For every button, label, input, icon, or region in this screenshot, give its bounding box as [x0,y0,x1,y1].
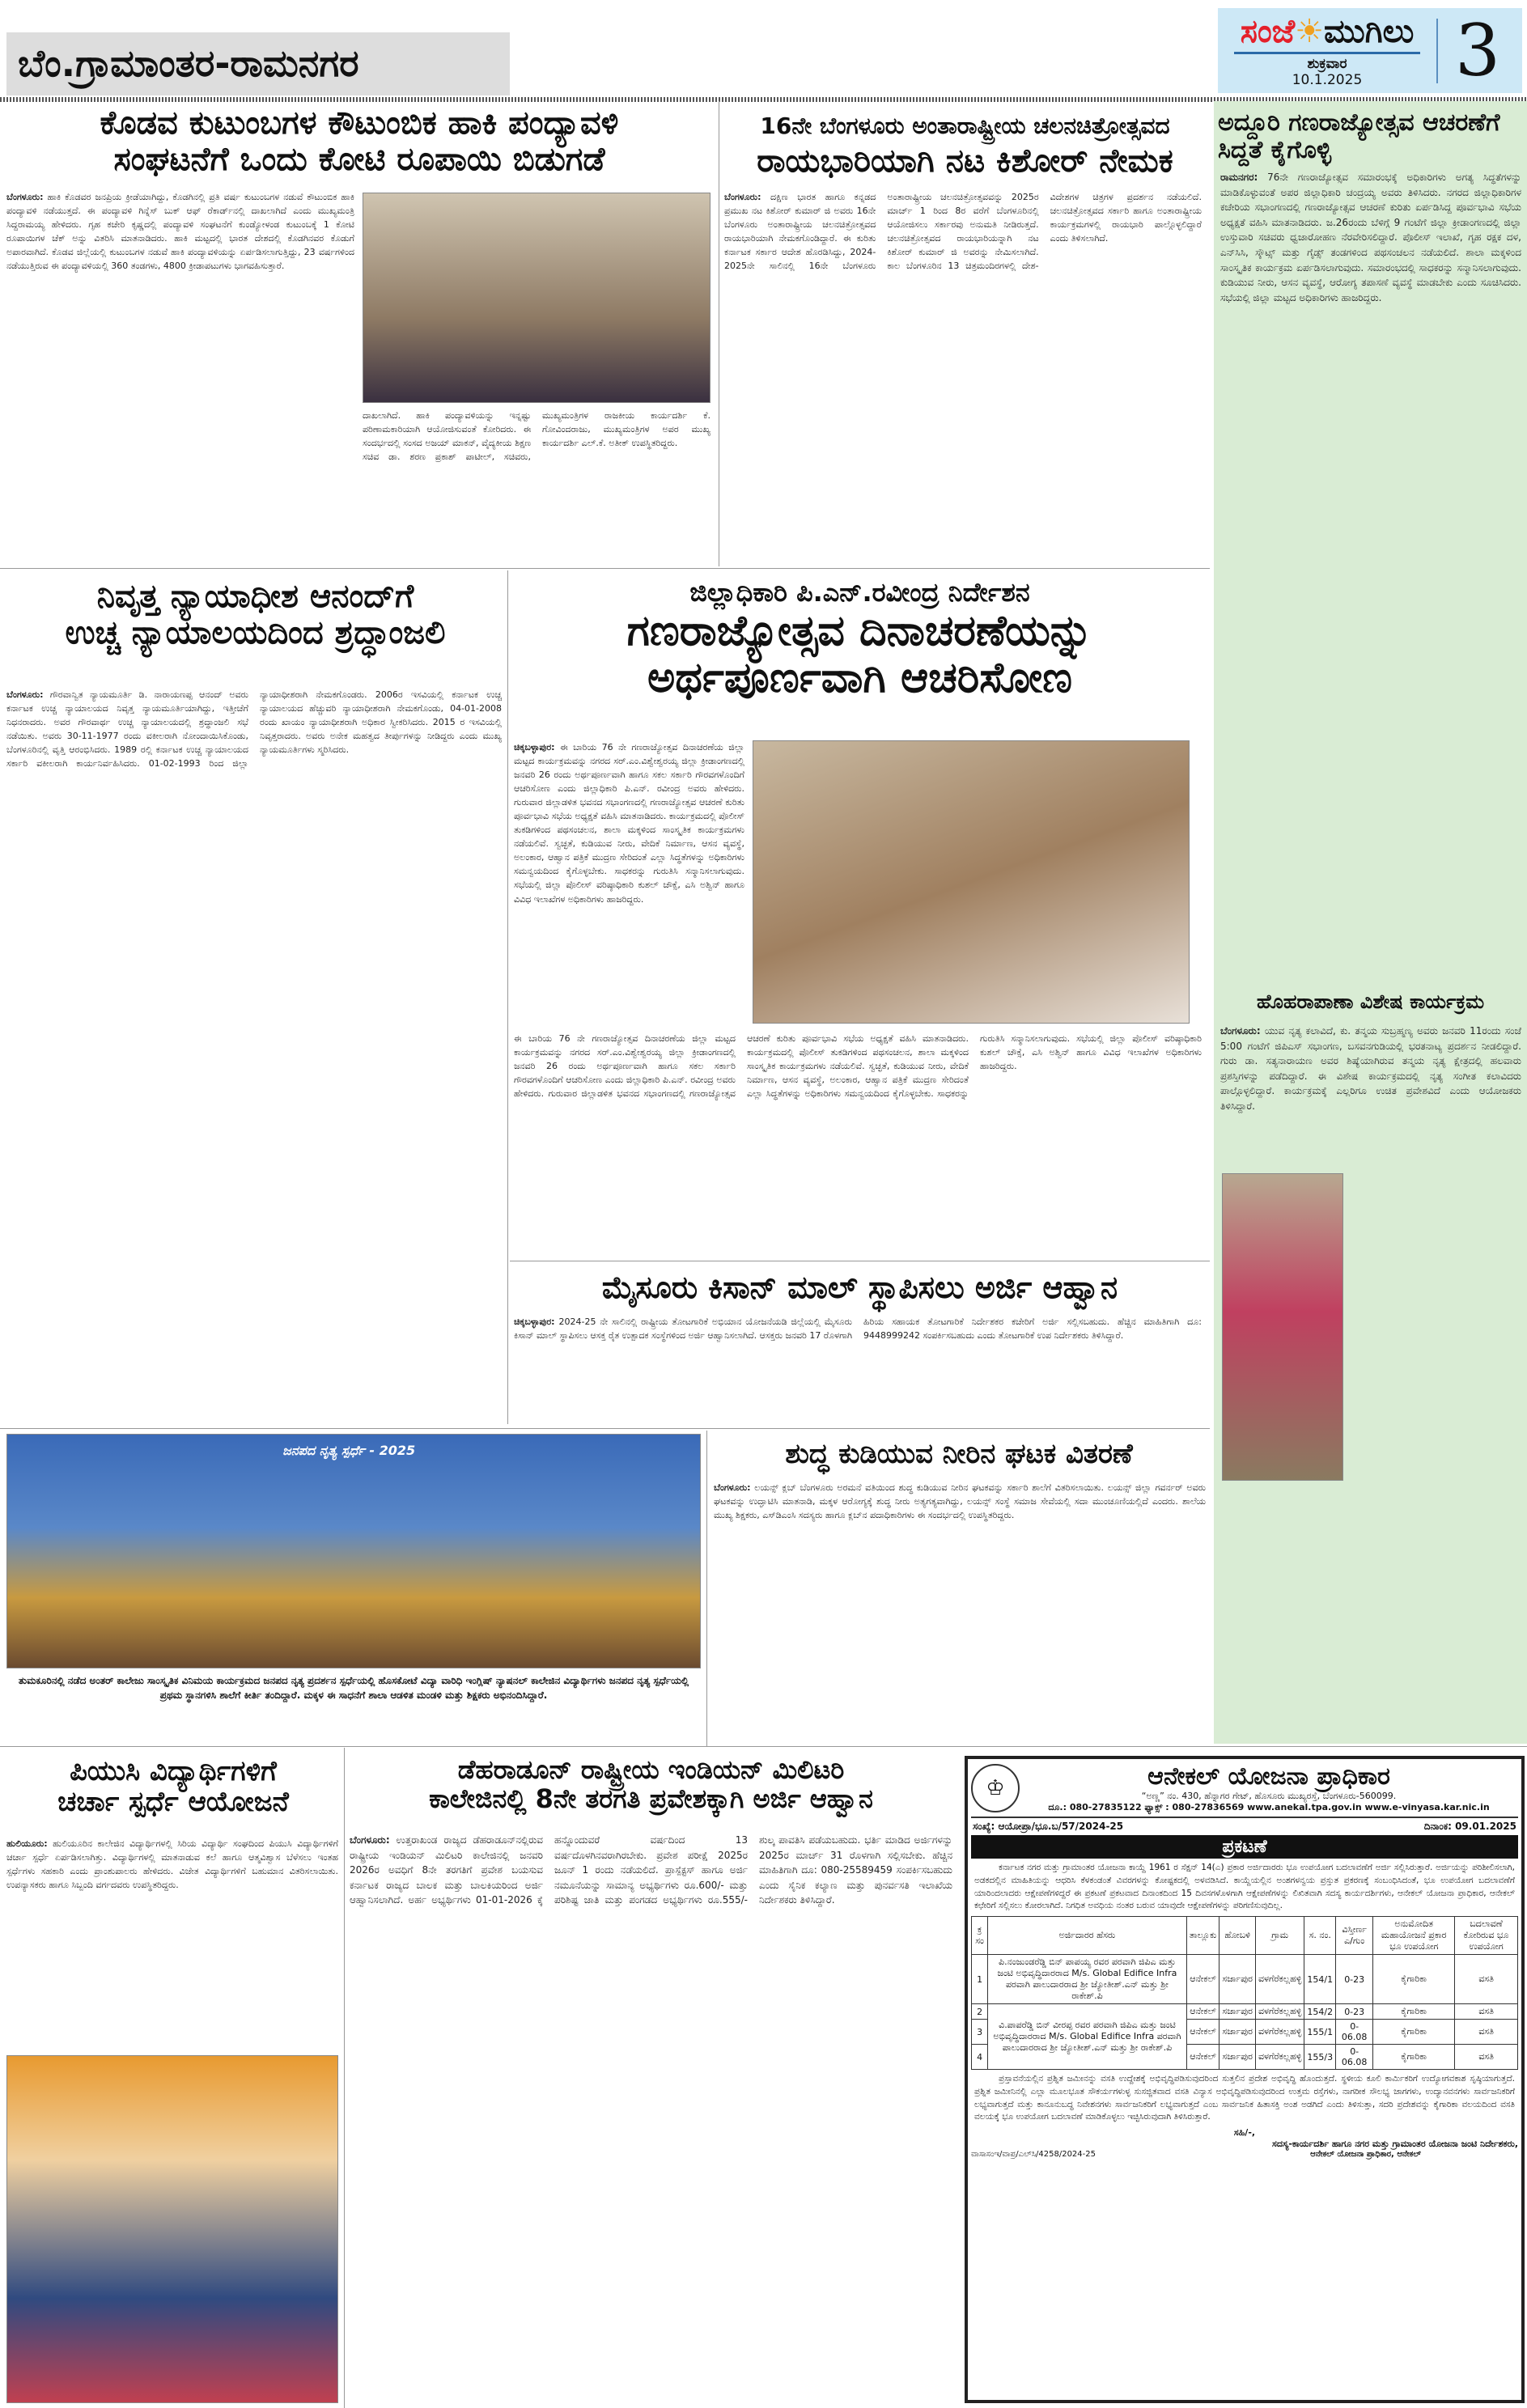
table-cell: ಕೈಗಾರಿಕಾ [1373,2045,1455,2070]
headline-kicker: ಜಿಲ್ಲಾಧಿಕಾರಿ ಪಿ.ಎನ್.ರವೀಂದ್ರ ನಿರ್ದೇಶನ [689,577,1030,608]
notice-table [971,1916,1518,2070]
karnataka-seal-icon: ♔ [971,1764,1020,1812]
story-body: ಚಿಕ್ಕಬಳ್ಳಾಪುರ: 2024-25 ನೇ ಸಾಲಿನಲ್ಲಿ ರಾಷ್ಟ್ರೀಯ ತೋಟಗಾರಿಕೆ ಅಭಿಯಾನ ಯೋಜನೆಯಡಿ ಜಿಲ್ಲೆಯಲ್ಲಿ ಮೈಸೂರು ಕಿಸಾನ್ ಮಾಲ್ ಸ್ಥಾಪಿಸಲು ಆಸಕ್ತ ರೈತ ಉತ್ಪಾದಕ ಸಂಸ್ಥೆಗಳಿಂದ ಅರ್ಜಿ ಆಹ್ವಾನಿಸಲಾಗಿದೆ. ಆಸಕ್ತರು ಜನವರಿ 17 ರೊಳಗಾಗಿ ಹಿರಿಯ ಸಹಾಯಕ ತೋಟಗಾರಿಕೆ ನಿರ್ದೇಶಕರ ಕಚೇರಿಗೆ ಅರ್ಜಿ ಸಲ್ಲಿಸಬಹುದು. ಹೆಚ್ಚಿನ ಮಾಹಿತಿಗಾಗಿ ದೂ: 9448999242 ಸಂಪರ್ಕಿಸಬಹುದು ಎಂದು ತೋಟಗಾರಿಕೆ ಉಪ ನಿರ್ದೇಶಕರು ತಿಳಿಸಿದ್ದಾರೆ. [514,1316,1202,1342]
table-cell: ವಸತಿ [1455,1955,1518,2004]
sun-icon: ☀ [1295,13,1325,50]
headline: ಮೈಸೂರು ಕಿಸಾನ್ ಮಾಲ್ ಸ್ಥಾಪಿಸಲು ಅರ್ಜಿ ಆಹ್ವಾನ [601,1270,1118,1305]
headline: ಹೊಹರಾಪಾಣಾ ವಿಶೇಷ ಕಾರ್ಯಕ್ರಮ [1256,990,1485,1013]
table-cell: 0-23 [1336,1955,1373,2004]
column-header: ಅನುಮೋದಿತ ಮಹಾಯೋಜನೆ ಪ್ರಕಾರ ಭೂ ಉಪಯೋಗ [1373,1917,1455,1955]
column-header: ಅರ್ಜಿದಾರರ ಹೆಸರು [988,1917,1187,1955]
headline: ಕಾಲೇಜಿನಲ್ಲಿ 8ನೇ ತರಗತಿ ಪ್ರವೇಶಕ್ಕಾಗಿ ಅರ್ಜಿ ಆಹ್ವಾನ [429,1783,873,1814]
story-republic [514,579,1206,702]
date: 10.1.2025 [1292,72,1363,88]
section-label: ಬೆಂ.ಗ್ರಾಮಾಂತರ-ರಾಮನಗರ [6,32,510,95]
public-notice [965,1756,1525,2403]
table-row [972,1955,1518,2004]
signatory-office: ಆನೇಕಲ್ ಯೋಜನಾ ಪ್ರಾಧಿಕಾರ, ಆನೇಕಲ್ [1310,2150,1421,2159]
headline: ಅರ್ಥಪೂರ್ಣವಾಗಿ ಆಚರಿಸೋಣ [647,654,1072,703]
table-cell: ವಸತಿ [1455,2020,1518,2045]
table-cell: ಆನೇಕಲ್ [1186,2004,1219,2020]
story-body: ಚಿಕ್ಕಬಳ್ಳಾಪುರ: ಈ ಬಾರಿಯ 76 ನೇ ಗಣರಾಜ್ಯೋತ್ಸವ ದಿನಾಚರಣೆಯ ಜಿಲ್ಲಾ ಮಟ್ಟದ ಕಾರ್ಯಕ್ರಮವನ್ನು ನಗರದ ಸರ್.ಎಂ.ವಿಶ್ವೇಶ್ವರಯ್ಯ ಜಿಲ್ಲಾ ಕ್ರೀಡಾಂಗಣದಲ್ಲಿ ಜನವರಿ 26 ರಂದು ಅರ್ಥಪೂರ್ಣವಾಗಿ ಹಾಗೂ ಸಕಲ ಸರ್ಕಾರಿ ಗೌರವಗಳೊಂದಿಗೆ ಆಚರಿಸೋಣ ಎಂದು ಜಿಲ್ಲಾಧಿಕಾರಿ ಪಿ.ಎನ್. ರವೀಂದ್ರ ಅವರು ಹೇಳಿದರು. ಗುರುವಾರ ಜಿಲ್ಲಾಡಳಿತ ಭವನದ ಸಭಾಂಗಣದಲ್ಲಿ ಗಣರಾಜ್ಯೋತ್ಸವ ಆಚರಣೆ ಕುರಿತು ಪೂರ್ವಭಾವಿ ಸಭೆಯ ಅಧ್ಯಕ್ಷತೆ ವಹಿಸಿ ಮಾತನಾಡಿದರು. ಕಾರ್ಯಕ್ರಮದಲ್ಲಿ ಪೊಲೀಸ್ ತುಕಡಿಗಳಿಂದ ಪಥಸಂಚಲನ, ಶಾಲಾ ಮಕ್ಕಳಿಂದ ಸಾಂಸ್ಕೃತಿಕ ಕಾರ್ಯಕ್ರಮಗಳು ನಡೆಯಲಿವೆ. ಸ್ವಚ್ಛತೆ, ಕುಡಿಯುವ ನೀರು, ವೇದಿಕೆ ನಿರ್ಮಾಣ, ಆಸನ ವ್ಯವಸ್ಥೆ, ಅಲಂಕಾರ, ಆಹ್ವಾನ ಪತ್ರಿಕೆ ಮುದ್ರಣ ಸೇರಿದಂತೆ ಎಲ್ಲಾ ಸಿದ್ಧತೆಗಳನ್ನು ಅಧಿಕಾರಿಗಳು ಸಮನ್ವಯದಿಂದ ಕೈಗೊಳ್ಳಬೇಕು. ಸಾಧಕರನ್ನು ಗುರುತಿಸಿ ಸನ್ಮಾನಿಸಲಾಗುವುದು. ಸಭೆಯಲ್ಲಿ ಜಿಲ್ಲಾ ಪೊಲೀಸ್ ವರಿಷ್ಠಾಧಿಕಾರಿ ಕುಶಲ್ ಚೌಕ್ಸೆ, ಎಸಿ ಅಶ್ವಿನ್ ಹಾಗೂ ವಿವಿಧ ಇಲಾಖೆಗಳ ಅಧಿಕಾರಿಗಳು ಹಾಜರಿದ್ದರು. [514,742,744,905]
headline: ಕೊಡವ ಕುಟುಂಬಗಳ ಕೌಟುಂಬಿಕ ಹಾಕಿ ಪಂದ್ಯಾವಳಿ [100,104,619,142]
table-cell: 154/2 [1304,2004,1336,2020]
headline: ಅದ್ದೂರಿ ಗಣರಾಜ್ಯೋತ್ಸವ ಆಚರಣೆಗೆ ಸಿದ್ದತೆ ಕೈಗೊಳ್ಳಿ [1218,108,1500,164]
notice-footer: ಪ್ರಸ್ತಾವನೆಯಲ್ಲಿನ ಪ್ರಶ್ನಿತ ಜಮೀನನ್ನು ವಸತಿ ಉದ್ದೇಶಕ್ಕೆ ಅಭಿವೃದ್ಧಿಪಡಿಸುವುದರಿಂದ ಸುತ್ತಲಿನ ಪ್ರದೇಶ ಅಭಿವೃದ್ಧಿ ಹೊಂದುತ್ತದೆ. ಸ್ಥಳೀಯ ಕೂಲಿ ಕಾರ್ಮಿಕರಿಗೆ ಉದ್ಯೋಗವಕಾಶ ಸೃಷ್ಠಿಯಾಗುತ್ತದೆ. ಪ್ರಶ್ನಿತ ಜಮೀನಿನಲ್ಲಿ ಎಲ್ಲಾ ಮೂಲಭೂತ ಸೌಕರ್ಯಗಳುಳ್ಳ ಸುಸಜ್ಜಿತವಾದ ವಸತಿ ವಿನ್ಯಾಸ ಅಭಿವೃದ್ಧಿಪಡಿಸುವುದರಿಂದ ಉತ್ತಮ ರಸ್ತೆಗಳು, ನಾಗರೀಕ ಸೌಲಭ್ಯ ಜಾಗಗಳು, ಉದ್ಯಾನವನಗಳು ಸಾರ್ವಜನಿಕರಿಗೆ ಲಭ್ಯವಾಗುತ್ತದೆ ಮತ್ತು ಕಾನೂನುಬದ್ಧ ನಿವೇಶನಗಳು ಸಾರ್ವಜನಿಕರಿಗೆ ಲಭ್ಯವಾಗುತ್ತದೆ ಎಂಬ ಸಾರ್ವಜನಿಕ ಹಿತಾಸಕ್ತಿ ಅಂಶ ಅಡಗಿದೆ ಎಂದು ತಿಳಿಸುತ್ತಾ, ಸದರಿ ಪ್ರದೇಶವನ್ನು ಕೈಗಾರಿಕಾ ವಲಯದಿಂದ ವಸತಿ ವಲಯಕ್ಕೆ ಭೂ ಉಪಯೋಗ ಬದಲಾವಣೆ ಮಾಡಿಕೊಳ್ಳಲು ಇಚ್ಛಿಸಿರುವುದಾಗಿ ತಿಳಿಸಿರುತ್ತಾರೆ. [974,2074,1515,2122]
table-cell: ಸರ್ಜಾಪುರ [1219,2020,1256,2045]
headline: ಸಂಘಟನೆಗೆ ಒಂದು ಕೋಟಿ ರೂಪಾಯಿ ಬಿಡುಗಡೆ [113,140,605,178]
table-cell: ಆನೇಕಲ್ [1186,1955,1219,2004]
signatory: ಸದಸ್ಯ-ಕಾರ್ಯದರ್ಶಿ ಹಾಗೂ ನಗರ ಮತ್ತು ಗ್ರಾಮಾಂತರ ಯೋಜನಾ ಜಂಟಿ ನಿರ್ದೇಶಕರು, [1272,2139,1518,2149]
story-body: ಬೆಂಗಳೂರು: ದಕ್ಷಿಣ ಭಾರತ ಹಾಗೂ ಕನ್ನಡದ ಪ್ರಮುಖ ನಟ ಕಿಶೋರ್ ಕುಮಾರ್ ಜಿ ಅವರು 16ನೇ ಬೆಂಗಳೂರು ಅಂತಾರಾಷ್ಟ್ರೀಯ ಚಲನಚಿತ್ರೋತ್ಸವದ ರಾಯಭಾರಿಯಾಗಿ ನೇಮಕಗೊಂಡಿದ್ದಾರೆ. ಈ ಕುರಿತು ಕರ್ನಾಟಕ ಸರ್ಕಾರ ಆದೇಶ ಹೊರಡಿಸಿದ್ದು, 2024-2025ನೇ ಸಾಲಿನಲ್ಲಿ 16ನೇ ಬೆಂಗಳೂರು ಅಂತಾರಾಷ್ಟ್ರೀಯ ಚಲನಚಿತ್ರೋತ್ಸವವನ್ನು 2025ರ ಮಾರ್ಚ್ 1 ರಿಂದ 8ರ ವರೆಗೆ ಬೆಂಗಳೂರಿನಲ್ಲಿ ಆಯೋಜಿಸಲು ಸರ್ಕಾರವು ಅನುಮತಿ ನೀಡಿರುತ್ತದೆ. ಚಲನಚಿತ್ರೋತ್ಸವದ ರಾಯಭಾರಿಯನ್ನಾಗಿ ನಟ ಕಿಶೋರ್ ಕುಮಾರ್ ಜಿ ಅವರನ್ನು ನೇಮಿಸಲಾಗಿದೆ. ಕಾಲ ಬೆಂಗಳೂರಿನ 13 ಚಿತ್ರಮಂದಿರಗಳಲ್ಲಿ ದೇಶ-ವಿದೇಶಗಳ ಚಿತ್ರಗಳ ಪ್ರದರ್ಶನ ನಡೆಯಲಿದೆ. ಚಲನಚಿತ್ರೋತ್ಸವದ ಸರ್ಕಾರಿ ಹಾಗೂ ಅಂತಾರಾಷ್ಟ್ರೀಯ ಕಾರ್ಯಕ್ರಮಗಳಲ್ಲಿ ರಾಯಭಾರಿ ಪಾಲ್ಗೊಳ್ಳಲಿದ್ದಾರೆ ಎಂದು ತಿಳಿಸಲಾಗಿದೆ. [724,192,1202,272]
photo-dancer [1222,1173,1343,1481]
logo-part-b: ಮುಗಿಲು [1324,13,1415,50]
table-cell: ಪಿ.ನಂಜುಂಡರೆಡ್ಡಿ ಬಿನ್ ಪಾಪಯ್ಯ ರವರ ಪರವಾಗಿ ಜಿಪಿಎ ಮತ್ತು ಜಂಟಿ ಅಭಿವೃದ್ಧಿದಾರರಾದ M/s. Global Edifice Infra ಪರವಾಗಿ ಪಾಲುದಾರರಾದ ಶ್ರೀ ಜ್ಯೋತೀಶ್.ಎನ್ ಮತ್ತು ಶ್ರೀ ರಾಕೇಶ್.ಪಿ [988,1955,1187,2004]
column-header: ಹೋಬಳಿ [1219,1917,1256,1955]
story-kodava [6,105,712,178]
page-number: 3 [1436,19,1517,83]
table-cell: ಆನೇಕಲ್ [1186,2020,1219,2045]
headline: ಪಿಯುಸಿ ವಿದ್ಯಾರ್ಥಿಗಳಿಗೆ [70,1755,277,1787]
headline-kicker: 16ನೇ ಬೆಂಗಳೂರು ಅಂತಾರಾಷ್ಟ್ರೀಯ ಚಲನಚಿತ್ರೋತ್ಸವದ [760,112,1170,139]
column-header: ಕ್ರ ಸಂ [972,1917,988,1955]
story-body: ಈ ಬಾರಿಯ 76 ನೇ ಗಣರಾಜ್ಯೋತ್ಸವ ದಿನಾಚರಣೆಯ ಜಿಲ್ಲಾ ಮಟ್ಟದ ಕಾರ್ಯಕ್ರಮವನ್ನು ನಗರದ ಸರ್.ಎಂ.ವಿಶ್ವೇಶ್ವರಯ್ಯ ಜಿಲ್ಲಾ ಕ್ರೀಡಾಂಗಣದಲ್ಲಿ ಜನವರಿ 26 ರಂದು ಅರ್ಥಪೂರ್ಣವಾಗಿ ಹಾಗೂ ಸಕಲ ಸರ್ಕಾರಿ ಗೌರವಗಳೊಂದಿಗೆ ಆಚರಿಸೋಣ ಎಂದು ಜಿಲ್ಲಾಧಿಕಾರಿ ಪಿ.ಎನ್. ರವೀಂದ್ರ ಅವರು ಹೇಳಿದರು. ಗುರುವಾರ ಜಿಲ್ಲಾಡಳಿತ ಭವನದ ಸಭಾಂಗಣದಲ್ಲಿ ಗಣರಾಜ್ಯೋತ್ಸವ ಆಚರಣೆ ಕುರಿತು ಪೂರ್ವಭಾವಿ ಸಭೆಯ ಅಧ್ಯಕ್ಷತೆ ವಹಿಸಿ ಮಾತನಾಡಿದರು. ಕಾರ್ಯಕ್ರಮದಲ್ಲಿ ಪೊಲೀಸ್ ತುಕಡಿಗಳಿಂದ ಪಥಸಂಚಲನ, ಶಾಲಾ ಮಕ್ಕಳಿಂದ ಸಾಂಸ್ಕೃತಿಕ ಕಾರ್ಯಕ್ರಮಗಳು ನಡೆಯಲಿವೆ. ಸ್ವಚ್ಛತೆ, ಕುಡಿಯುವ ನೀರು, ವೇದಿಕೆ ನಿರ್ಮಾಣ, ಆಸನ ವ್ಯವಸ್ಥೆ, ಅಲಂಕಾರ, ಆಹ್ವಾನ ಪತ್ರಿಕೆ ಮುದ್ರಣ ಸೇರಿದಂತೆ ಎಲ್ಲಾ ಸಿದ್ಧತೆಗಳನ್ನು ಅಧಿಕಾರಿಗಳು ಸಮನ್ವಯದಿಂದ ಕೈಗೊಳ್ಳಬೇಕು. ಸಾಧಕರನ್ನು ಗುರುತಿಸಿ ಸನ್ಮಾನಿಸಲಾಗುವುದು. ಸಭೆಯಲ್ಲಿ ಜಿಲ್ಲಾ ಪೊಲೀಸ್ ವರಿಷ್ಠಾಧಿಕಾರಿ ಕುಶಲ್ ಚೌಕ್ಸೆ, ಎಸಿ ಅಶ್ವಿನ್ ಹಾಗೂ ವಿವಿಧ ಇಲಾಖೆಗಳ ಅಧಿಕಾರಿಗಳು ಹಾಜರಿದ್ದರು. [514,1033,1202,1100]
notice-title: ಪ್ರಕಟಣೆ [971,1835,1518,1859]
contact: ದೂ.: 080-27835122 ಫ್ಯಾಕ್ಸ್ : 080-27836569 www.anekal.tpa.gov.in www.e-vinyasa.kar.nic.in [1048,1802,1490,1812]
table-cell: ವಳಗೆರೆಕಲ್ಲಹಳ್ಳಿ [1256,2004,1304,2020]
table-cell: 3 [972,2020,988,2045]
table-cell: ಕೈಗಾರಿಕಾ [1373,1955,1455,2004]
photo-cm-hockey-cheque [363,193,710,403]
table-cell: 0-06.08 [1336,2045,1373,2070]
table-row [972,2004,1518,2020]
headline: ಶುದ್ಧ ಕುಡಿಯುವ ನೀರಿನ ಘಟಕ ವಿತರಣೆ [785,1438,1133,1470]
table-cell: ಸರ್ಜಾಪುರ [1219,2045,1256,2070]
story-body: ಬೆಂಗಳೂರು: ಹಾಕಿ ಕೊಡವರ ಜನಪ್ರಿಯ ಕ್ರೀಡೆಯಾಗಿದ್ದು, ಕೊಡಗಿನಲ್ಲಿ ಪ್ರತಿ ವರ್ಷ ಕುಟುಂಬಗಳ ನಡುವೆ ಕೌಟುಂಬಿಕ ಹಾಕಿ ಪಂದ್ಯಾವಳಿ ನಡೆಯುತ್ತದೆ. ಈ ಪಂದ್ಯಾವಳಿ ಗಿನ್ನೆಸ್ ಬುಕ್ ಆಫ್ ರೆಕಾರ್ಡ್‌ನಲ್ಲಿ ದಾಖಲಾಗಿದೆ ಎಂದು ಮುಖ್ಯಮಂತ್ರಿ ಸಿದ್ದರಾಮಯ್ಯ ಹೇಳಿದರು. ಗೃಹ ಕಚೇರಿ ಕೃಷ್ಣದಲ್ಲಿ ಪಂದ್ಯಾವಳಿ ಸಂಘಟನೆಗೆ ಕುಂಡ್ಯೋಳಂಡ ಕುಟುಂಬಕ್ಕೆ 1 ಕೋಟಿ ರೂಪಾಯಿಗಳ ಚೆಕ್ ಅನ್ನು ವಿತರಿಸಿ ಮಾತನಾಡಿದರು. ಹಾಕಿ ಮಟ್ಟದಲ್ಲಿ ಭಾರತ ದೇಶದಲ್ಲಿ ಕೊಡಗಿನವರ ಕೊಡುಗೆ ಅಪಾರವಾಗಿದೆ. ಕೊಡವ ಜಿಲ್ಲೆಯಲ್ಲಿ ಕುಟುಂಬಗಳ ನಡುವೆ ಹಾಕಿ ಪಂದ್ಯಾವಳಿಯನ್ನು ಏರ್ಪಡಿಸಲಾಗುತ್ತಿದ್ದು, 23 ವರ್ಷಗಳಿಂದ ನಡೆಯುತ್ತಿರುವ ಈ ಪಂದ್ಯಾವಳಿಯಲ್ಲಿ 360 ತಂಡಗಳು, 4800 ಕ್ರೀಡಾಪಟುಗಳು ಭಾಗವಹಿಸುತ್ತಾರೆ. [6,192,354,272]
column-header: ತಾಲ್ಲೂಕು [1186,1917,1219,1955]
story-judge [6,579,504,651]
story-body: ರಾಮನಗರ: 76ನೇ ಗಣರಾಜ್ಯೋತ್ಸವ ಸಮಾರಂಭಕ್ಕೆ ಅಧಿಕಾರಿಗಳು ಅಗತ್ಯ ಸಿದ್ಧತೆಗಳನ್ನು ಮಾಡಿಕೊಳ್ಳುವಂತೆ ಅಪರ ಜಿಲ್ಲಾಧಿಕಾರಿ ಚಂದ್ರಯ್ಯ ಅವರು ತಿಳಿಸಿದರು. ನಗರದ ಜಿಲ್ಲಾಧಿಕಾರಿಗಳ ಕಚೇರಿಯ ಸಭಾಂಗಣದಲ್ಲಿ ಗಣರಾಜ್ಯೋತ್ಸವ ಆಚರಣೆ ಕುರಿತು ಏರ್ಪಡಿಸಿದ್ದ ಪೂರ್ವಭಾವಿ ಸಭೆಯ ಅಧ್ಯಕ್ಷತೆ ವಹಿಸಿ ಮಾತನಾಡಿದರು. ಜ.26ರಂದು ಬೆಳಿಗ್ಗೆ 9 ಗಂಟೆಗೆ ಜಿಲ್ಲಾ ಕ್ರೀಡಾಂಗಣದಲ್ಲಿ ಜಿಲ್ಲಾ ಉಸ್ತುವಾರಿ ಸಚಿವರು ಧ್ವಜಾರೋಹಣ ನೆರವೇರಿಸಲಿದ್ದಾರೆ. ಪೊಲೀಸ್ ಇಲಾಖೆ, ಗೃಹ ರಕ್ಷಕ ದಳ, ಎನ್‌ಸಿಸಿ, ಸ್ಕೌಟ್ಸ್ ಮತ್ತು ಗೈಡ್ಸ್ ತಂಡಗಳಿಂದ ಪಥಸಂಚಲನ ನಡೆಯಲಿದೆ. ಶಾಲಾ ಮಕ್ಕಳಿಂದ ಸಾಂಸ್ಕೃತಿಕ ಕಾರ್ಯಕ್ರಮ ಏರ್ಪಡಿಸಲಾಗುವುದು. ಸಮಾರಂಭದಲ್ಲಿ ಸಾಧಕರನ್ನು ಸನ್ಮಾನಿಸಲಾಗುವುದು. ಕುಡಿಯುವ ನೀರು, ಆಸನ ವ್ಯವಸ್ಥೆ, ಆರೋಗ್ಯ ತಪಾಸಣೆ ವ್ಯವಸ್ಥೆ ಮಾಡಬೇಕು ಎಂದು ಸೂಚಿಸಿದರು. ಸಭೆಯಲ್ಲಿ ಜಿಲ್ಲಾ ಮಟ್ಟದ ಅಧಿಕಾರಿಗಳು ಹಾಜರಿದ್ದರು. [1220,172,1521,303]
ad-code: ವಾಸಾಸಂಇ/ವಾಪ್ರ/ಎಲ್‌ಸಿ/4258/2024-25 [971,2150,1096,2159]
table-cell: ಆನೇಕಲ್ [1186,2045,1219,2070]
notice-intro: ಕರ್ನಾಟಕ ನಗರ ಮತ್ತು ಗ್ರಾಮಾಂತರ ಯೋಜನಾ ಕಾಯ್ದೆ 1961 ರ ಸೆಕ್ಷನ್ 14(ಎ) ಪ್ರಕಾರ ಅರ್ಜಿದಾರರು ಭೂ ಉಪಯೋಗ ಬದಲಾವಣೆಗೆ ಅರ್ಜಿ ಸಲ್ಲಿಸಿರುತ್ತಾರೆ. ಅರ್ಜಿಯನ್ನು ಪರಿಶೀಲಿಸಲಾಗಿ, ಅಡಕದಲ್ಲಿನ ಮಾಹಿತಿಯನ್ನು ಆಧರಿಸಿ ಕೆಳಕಂಡಂತೆ ವಿವರಗಳನ್ನು ಕೋಷ್ಟಕದಲ್ಲಿ ಅಳವಡಿಸಿದೆ. ಕಾಯ್ದೆಯಲ್ಲಿನ ಅಂಶಗಳನ್ವಯ ಪ್ರಸ್ತುತ ಪ್ರಕರಣಕ್ಕೆ ಸಂಬಂಧಿಸಿದಂತೆ, ಭೂ ಉಪಯೋಗ ಬದಲಾವಣೆಗೆ ಯಾರಿಂದಲಾದರು ಆಕ್ಷೇಪಣೆಗಳಿದ್ದರೆ ಈ ಪ್ರಕಟಣೆ ಪ್ರಕಟವಾದ ದಿನಾಂಕದಿಂದ 15 ದಿವಸಗಳೊಳಗಾಗಿ ಆಕ್ಷೇಪಣೆಗಳನ್ನು ಲಿಖಿತವಾಗಿ ಸದಸ್ಯ ಕಾರ್ಯದರ್ಶಿಗಳು, ಆನೇಕಲ್ ಯೋಜನಾ ಪ್ರಾಧಿಕಾರ, ಆನೇಕಲ್ ಕಛೇರಿಗೆ ಸಲ್ಲಿಸಲು ಕೋರಲಾಗಿದೆ. ನಿಗಧಿತ ಅವಧಿಯ ನಂತರ ಬರುವ ಯಾವುದೇ ಆಕ್ಷೇಪಣೆಗಳನ್ನು ಪರಿಗಣಿಸುವುದಿಲ್ಲ. [974,1863,1515,1911]
banner-text: ಜನಪದ ನೃತ್ಯ ಸ್ಪರ್ಧೆ - 2025 [282,1443,416,1458]
table-cell: ಸರ್ಜಾಪುರ [1219,2004,1256,2020]
signature: ಸಹಿ/-, [1233,2127,1256,2138]
masthead [1218,8,1522,93]
headline: ರಾಯಭಾರಿಯಾಗಿ ನಟ ಕಿಶೋರ್ ನೇಮಕ [757,142,1173,180]
story-body: ಬೆಂಗಳೂರು: ಗೌರವಾನ್ವಿತ ನ್ಯಾಯಮೂರ್ತಿ ಡಿ. ನಾರಾಯಣಪ್ಪ ಆನಂದ್ ಅವರು ಕರ್ನಾಟಕ ಉಚ್ಚ ನ್ಯಾಯಾಲಯದ ನಿವೃತ್ತ ನ್ಯಾಯಮೂರ್ತಿಯಾಗಿದ್ದು, ಇತ್ತೀಚೆಗೆ ನಿಧನರಾದರು. ಅವರ ಗೌರವಾರ್ಥ ಉಚ್ಚ ನ್ಯಾಯಾಲಯದಲ್ಲಿ ಶ್ರದ್ಧಾಂಜಲಿ ಸಭೆ ನಡೆಯಿತು. ಅವರು 30-11-1977 ರಂದು ವಕೀಲರಾಗಿ ನೋಂದಾಯಿಸಿಕೊಂಡು, ಬೆಂಗಳೂರಿನಲ್ಲಿ ವೃತ್ತಿ ಆರಂಭಿಸಿದರು. 1989 ರಲ್ಲಿ ಕರ್ನಾಟಕ ಉಚ್ಚ ನ್ಯಾಯಾಲಯದ ಸರ್ಕಾರಿ ವಕೀಲರಾಗಿ ಕಾರ್ಯನಿರ್ವಹಿಸಿದರು. 01-02-1993 ರಿಂದ ಜಿಲ್ಲಾ ನ್ಯಾಯಾಧೀಶರಾಗಿ ನೇಮಕಗೊಂಡರು. 2006ರ ಇಸವಿಯಲ್ಲಿ ಕರ್ನಾಟಕ ಉಚ್ಚ ನ್ಯಾಯಾಲಯದ ಹೆಚ್ಚುವರಿ ನ್ಯಾಯಾಧೀಶರಾಗಿ ನೇಮಕಗೊಂಡು, 04-01-2008 ರಂದು ಖಾಯಂ ನ್ಯಾಯಾಧೀಶರಾಗಿ ಅಧಿಕಾರ ಸ್ವೀಕರಿಸಿದರು. 2015 ರ ಇಸವಿಯಲ್ಲಿ ನಿವೃತ್ತರಾದರು. ಅವರು ಅನೇಕ ಮಹತ್ವದ ತೀರ್ಪುಗಳನ್ನು ನೀಡಿದ್ದರು ಎಂದು ಮುಖ್ಯ ನ್ಯಾಯಮೂರ್ತಿಗಳು ಸ್ಮರಿಸಿದರು. [6,689,502,769]
table-cell: ವಳಗೆರೆಕಲ್ಲಹಳ್ಳಿ [1256,2020,1304,2045]
table-cell: 154/1 [1304,1955,1336,2004]
logo [1218,13,1436,88]
story-film [724,113,1206,180]
table-cell: ಸರ್ಜಾಪುರ [1219,1955,1256,2004]
table-cell: ಕೈಗಾರಿಕಾ [1373,2020,1455,2045]
notice-date: ದಿನಾಂಕ: 09.01.2025 [1423,1821,1516,1832]
story-body: ದಾಖಲಾಗಿದೆ. ಹಾಕಿ ಪಂದ್ಯಾವಳಿಯನ್ನು ಇನ್ನಷ್ಟು ಪರಿಣಾಮಕಾರಿಯಾಗಿ ಆಯೋಜಿಸುವಂತೆ ಕೋರಿದರು. ಈ ಸಂದರ್ಭದಲ್ಲಿ ಸಂಸದ ಅಜಯ್ ಮಾಕನ್, ವೈದ್ಯಕೀಯ ಶಿಕ್ಷಣ ಸಚಿವ ಡಾ. ಶರಣ ಪ್ರಕಾಶ್ ಪಾಟೀಲ್, ಸಚಿವರು, ಮುಖ್ಯಮಂತ್ರಿಗಳ ರಾಜಕೀಯ ಕಾರ್ಯದರ್ಶಿ ಕೆ. ಗೋವಿಂದರಾಜು, ಮುಖ್ಯಮಂತ್ರಿಗಳ ಅಪರ ಮುಖ್ಯ ಕಾರ್ಯದರ್ಶಿ ಎಲ್.ಕೆ. ಅತೀಕ್ ಉಪಸ್ಥಿತರಿದ್ದರು. [363,410,710,463]
photo-students [6,2055,338,2403]
table-cell: 1 [972,1955,988,2004]
story-body: ಹುಲಿಯೂರು: ಹುಲಿಯೂರಿನ ಕಾಲೇಜಿನ ವಿದ್ಯಾರ್ಥಿಗಳಲ್ಲಿ ಸಿರಿಯ ವಿದ್ಯಾರ್ಥಿ ಸಂಘದಿಂದ ಪಿಯುಸಿ ವಿದ್ಯಾರ್ಥಿಗಳಿಗೆ ಚರ್ಚಾ ಸ್ಪರ್ಧೆ ಏರ್ಪಡಿಸಲಾಗಿತ್ತು. ವಿದ್ಯಾರ್ಥಿಗಳಲ್ಲಿ ಮಾತನಾಡುವ ಕಲೆ ಹಾಗೂ ಆತ್ಮವಿಶ್ವಾಸ ಬೆಳೆಸಲು ಇಂತಹ ಸ್ಪರ್ಧೆಗಳು ಸಹಕಾರಿ ಎಂದು ಪ್ರಾಂಶುಪಾಲರು ಹೇಳಿದರು. ವಿಜೇತ ವಿದ್ಯಾರ್ಥಿಗಳಿಗೆ ಬಹುಮಾನ ವಿತರಿಸಲಾಯಿತು. ಉಪನ್ಯಾಸಕರು ಹಾಗೂ ಸಿಬ್ಬಂದಿ ವರ್ಗದವರು ಉಪಸ್ಥಿತರಿದ್ದರು. [6,1838,338,1891]
table-cell: ವಸತಿ [1455,2045,1518,2070]
table-cell: 155/3 [1304,2045,1336,2070]
table-cell: 155/1 [1304,2020,1336,2045]
headline: ಚರ್ಚಾ ಸ್ಪರ್ಧೆ ಆಯೋಜನೆ [57,1786,289,1819]
table-cell: ವಿ.ಪಾಪರೆಡ್ಡಿ ಬಿನ್ ವೀರಪ್ಪ ರವರ ಪರವಾಗಿ ಜಿಪಿಎ ಮತ್ತು ಜಂಟಿ ಅಭಿವೃದ್ಧಿದಾರರಾದ M/s. Global Edifice Infra ಪರವಾಗಿ ಪಾಲುದಾರರಾದ ಶ್ರೀ ಜ್ಯೋತೀಶ್.ಎನ್ ಮತ್ತು ಶ್ರೀ ರಾಕೇಶ್.ಪಿ [988,2004,1187,2070]
day: ಶುಕ್ರವಾರ [1307,56,1347,72]
column-header: ಸ. ನಂ. [1304,1917,1336,1955]
table-cell: 4 [972,2045,988,2070]
table-cell: 2 [972,2004,988,2020]
authority-name: ಆನೇಕಲ್ ಯೋಜನಾ ಪ್ರಾಧಿಕಾರ [1147,1762,1390,1791]
table-cell: ಕೈಗಾರಿಕಾ [1373,2004,1455,2020]
headline: ನಿವೃತ್ತ ನ್ಯಾಯಾಧೀಶ ಆನಂದ್‌ಗೆ [96,578,414,615]
table-cell: 0-06.08 [1336,2020,1373,2045]
table-cell: ವಸತಿ [1455,2004,1518,2020]
logo-part-a: ಸಂಜೆ [1240,13,1296,50]
photo-caption: ತುಮಕೂರಿನಲ್ಲಿ ನಡೆದ ಅಂತರ್ ಕಾಲೇಜು ಸಾಂಸ್ಕೃತಿಕ ವಿನಿಮಯ ಕಾರ್ಯಕ್ರಮದ ಜನಪದ ನೃತ್ಯ ಪ್ರದರ್ಶನ ಸ್ಪರ್ಧೆಯಲ್ಲಿ ಹೊಸಕೋಟೆ ವಿದ್ಯಾ ವಾರಿಧಿ ಇಂಗ್ಲಿಷ್ ನ್ಯಾಷನಲ್ ಕಾಲೇಜಿನ ವಿದ್ಯಾರ್ಥಿಗಳು ಜನಪದ ನೃತ್ಯ ಸ್ಪರ್ಧೆಯಲ್ಲಿ ಪ್ರಥಮ ಸ್ಥಾನಗಳಿಸಿ ಶಾಲೆಗೆ ಕೀರ್ತಿ ತಂದಿದ್ದಾರೆ. ಮಕ್ಕಳ ಈ ಸಾಧನೆಗೆ ಶಾಲಾ ಆಡಳಿತ ಮಂಡಳಿ ಮತ್ತು ಶಿಕ್ಷಕರು ಅಭಿನಂದಿಸಿದ್ದಾರೆ. [18,1675,689,1701]
column-header: ಬದಲಾವಣೆ ಕೋರಿರುವ ಭೂ ಉಪಯೋಗ [1455,1917,1518,1955]
headline: ಡೆಹರಾಡೂನ್ ರಾಷ್ಟ್ರೀಯ ಇಂಡಿಯನ್ ಮಿಲಿಟರಿ [457,1754,845,1785]
headline: ಉಚ್ಚ ನ್ಯಾಯಾಲಯದಿಂದ ಶ್ರದ್ಧಾಂಜಲಿ [65,613,446,651]
photo-folk-dance [6,1434,701,1668]
story-puc [6,1756,340,1817]
story-dehradun [350,1756,952,1814]
photo-meeting [753,740,1190,1024]
headline: ಗಣರಾಜ್ಯೋತ್ಸವ ದಿನಾಚರಣೆಯನ್ನು [626,606,1093,655]
table-cell: 0-23 [1336,2004,1373,2020]
table-cell: ವಳಗೆರೆಕಲ್ಲಹಳ್ಳಿ [1256,2045,1304,2070]
table-cell: ವಳಗೆರೆಕಲ್ಲಹಳ್ಳಿ [1256,1955,1304,2004]
story-body: ಬೆಂಗಳೂರು: ಉತ್ತರಾಖಂಡ ರಾಜ್ಯದ ಡೆಹರಾಡೂನ್‌ನಲ್ಲಿರುವ ರಾಷ್ಟ್ರೀಯ ಇಂಡಿಯನ್ ಮಿಲಿಟರಿ ಕಾಲೇಜಿನಲ್ಲಿ ಜನವರಿ 2026ರ ಅವಧಿಗೆ 8ನೇ ತರಗತಿಗೆ ಪ್ರವೇಶ ಬಯಸುವ ಕರ್ನಾಟಕ ರಾಜ್ಯದ ಬಾಲಕ ಮತ್ತು ಬಾಲಕಿಯರಿಂದ ಅರ್ಜಿ ಆಹ್ವಾನಿಸಲಾಗಿದೆ. ಅರ್ಹ ಅಭ್ಯರ್ಥಿಗಳು 01-01-2026 ಕ್ಕೆ ಹನ್ನೊಂದುವರೆ ವರ್ಷದಿಂದ 13 ವರ್ಷದೊಳಗಿನವರಾಗಿರಬೇಕು. ಪ್ರವೇಶ ಪರೀಕ್ಷೆ 2025ರ ಜೂನ್ 1 ರಂದು ನಡೆಯಲಿದೆ. ಪ್ರಾಸ್ಪೆಕ್ಟಸ್ ಹಾಗೂ ಅರ್ಜಿ ನಮೂನೆಯನ್ನು ಸಾಮಾನ್ಯ ಅಭ್ಯರ್ಥಿಗಳು ರೂ.600/- ಮತ್ತು ಪರಿಶಿಷ್ಟ ಜಾತಿ ಮತ್ತು ಪಂಗಡದ ಅಭ್ಯರ್ಥಿಗಳು ರೂ.555/- ಶುಲ್ಕ ಪಾವತಿಸಿ ಪಡೆಯಬಹುದು. ಭರ್ತಿ ಮಾಡಿದ ಅರ್ಜಿಗಳನ್ನು 2025ರ ಮಾರ್ಚ್ 31 ರೊಳಗಾಗಿ ಸಲ್ಲಿಸಬೇಕು. ಹೆಚ್ಚಿನ ಮಾಹಿತಿಗಾಗಿ ದೂ: 080-25589459 ಸಂಪರ್ಕಿಸಬಹುದು ಎಂದು ಸೈನಿಕ ಕಲ್ಯಾಣ ಮತ್ತು ಪುನರ್ವಸತಿ ಇಲಾಖೆಯ ನಿರ್ದೇಶಕರು ತಿಳಿಸಿದ್ದಾರೆ. [350,1834,952,1906]
story-body: ಬೆಂಗಳೂರು: ಲಯನ್ಸ್ ಕ್ಲಬ್ ಬೆಂಗಳೂರು ಅರಮನೆ ವತಿಯಿಂದ ಶುದ್ಧ ಕುಡಿಯುವ ನೀರಿನ ಘಟಕವನ್ನು ಸರ್ಕಾರಿ ಶಾಲೆಗೆ ವಿತರಿಸಲಾಯಿತು. ಲಯನ್ಸ್ ಜಿಲ್ಲಾ ಗವರ್ನರ್ ಅವರು ಘಟಕವನ್ನು ಉದ್ಘಾಟಿಸಿ ಮಾತನಾಡಿ, ಮಕ್ಕಳ ಆರೋಗ್ಯಕ್ಕೆ ಶುದ್ಧ ನೀರು ಅತ್ಯಗತ್ಯವಾಗಿದ್ದು, ಲಯನ್ಸ್ ಸಂಸ್ಥೆ ಸಮಾಜ ಸೇವೆಯಲ್ಲಿ ಸದಾ ಮುಂಚೂಣಿಯಲ್ಲಿದೆ ಎಂದರು. ಶಾಲೆಯ ಮುಖ್ಯ ಶಿಕ್ಷಕರು, ಎಸ್‌ಡಿಎಂಸಿ ಸದಸ್ಯರು ಹಾಗೂ ಕ್ಲಬ್‌ನ ಪದಾಧಿಕಾರಿಗಳು ಈ ಸಂದರ್ಭದಲ್ಲಿ ಉಪಸ್ಥಿತರಿದ್ದರು. [714,1482,1206,1521]
story-body: ಬೆಂಗಳೂರು: ಯುವ ನೃತ್ಯ ಕಲಾವಿದೆ, ಕು. ತನ್ಮಯ ಸುಬ್ರಹ್ಮಣ್ಯ ಅವರು ಜನವರಿ 11ರಂದು ಸಂಜೆ 5:00 ಗಂಟೆಗೆ ಜಿಪಿಎಸ್ ಸಭಾಂಗಣ, ಬಸವನಗುಡಿಯಲ್ಲಿ ಭರತನಾಟ್ಯ ಪ್ರದರ್ಶನ ನೀಡಲಿದ್ದಾರೆ. ಗುರು ಡಾ. ಸತ್ಯನಾರಾಯಣ ಅವರ ಶಿಷ್ಯೆಯಾಗಿರುವ ತನ್ಮಯ ನೃತ್ಯ ಕ್ಷೇತ್ರದಲ್ಲಿ ಹಲವಾರು ಪ್ರಶಸ್ತಿಗಳನ್ನು ಪಡೆದಿದ್ದಾರೆ. ಈ ವಿಶೇಷ ಕಾರ್ಯಕ್ರಮದಲ್ಲಿ ನೃತ್ಯ ಸಂಗೀತ ಕಲಾವಿದರು ಪಾಲ್ಗೊಳ್ಳಲಿದ್ದಾರೆ. ಕಾರ್ಯಕ್ರಮಕ್ಕೆ ಎಲ್ಲರಿಗೂ ಉಚಿತ ಪ್ರವೇಶವಿದೆ ಎಂದು ಆಯೋಜಕರು ತಿಳಿಸಿದ್ದಾರೆ. [1220,1025,1521,1112]
column-header: ಗ್ರಾಮ [1256,1917,1304,1955]
address: “ಅಣ್ಣ” ನಂ. 430, ಹೆನ್ನಾಗರ ಗೇಟ್, ಹೊಸೂರು ಮುಖ್ಯರಸ್ತೆ, ಬೆಂಗಳೂರು-560099. [1141,1791,1397,1801]
column-header: ವಿಸ್ತೀರ್ಣ ಎ/ಗುಂ [1336,1917,1373,1955]
reference-number: ಸಂಖ್ಯೆ: ಆಯೋಪ್ರಾ/ಭೂ.ಬ/57/2024-25 [973,1821,1124,1832]
